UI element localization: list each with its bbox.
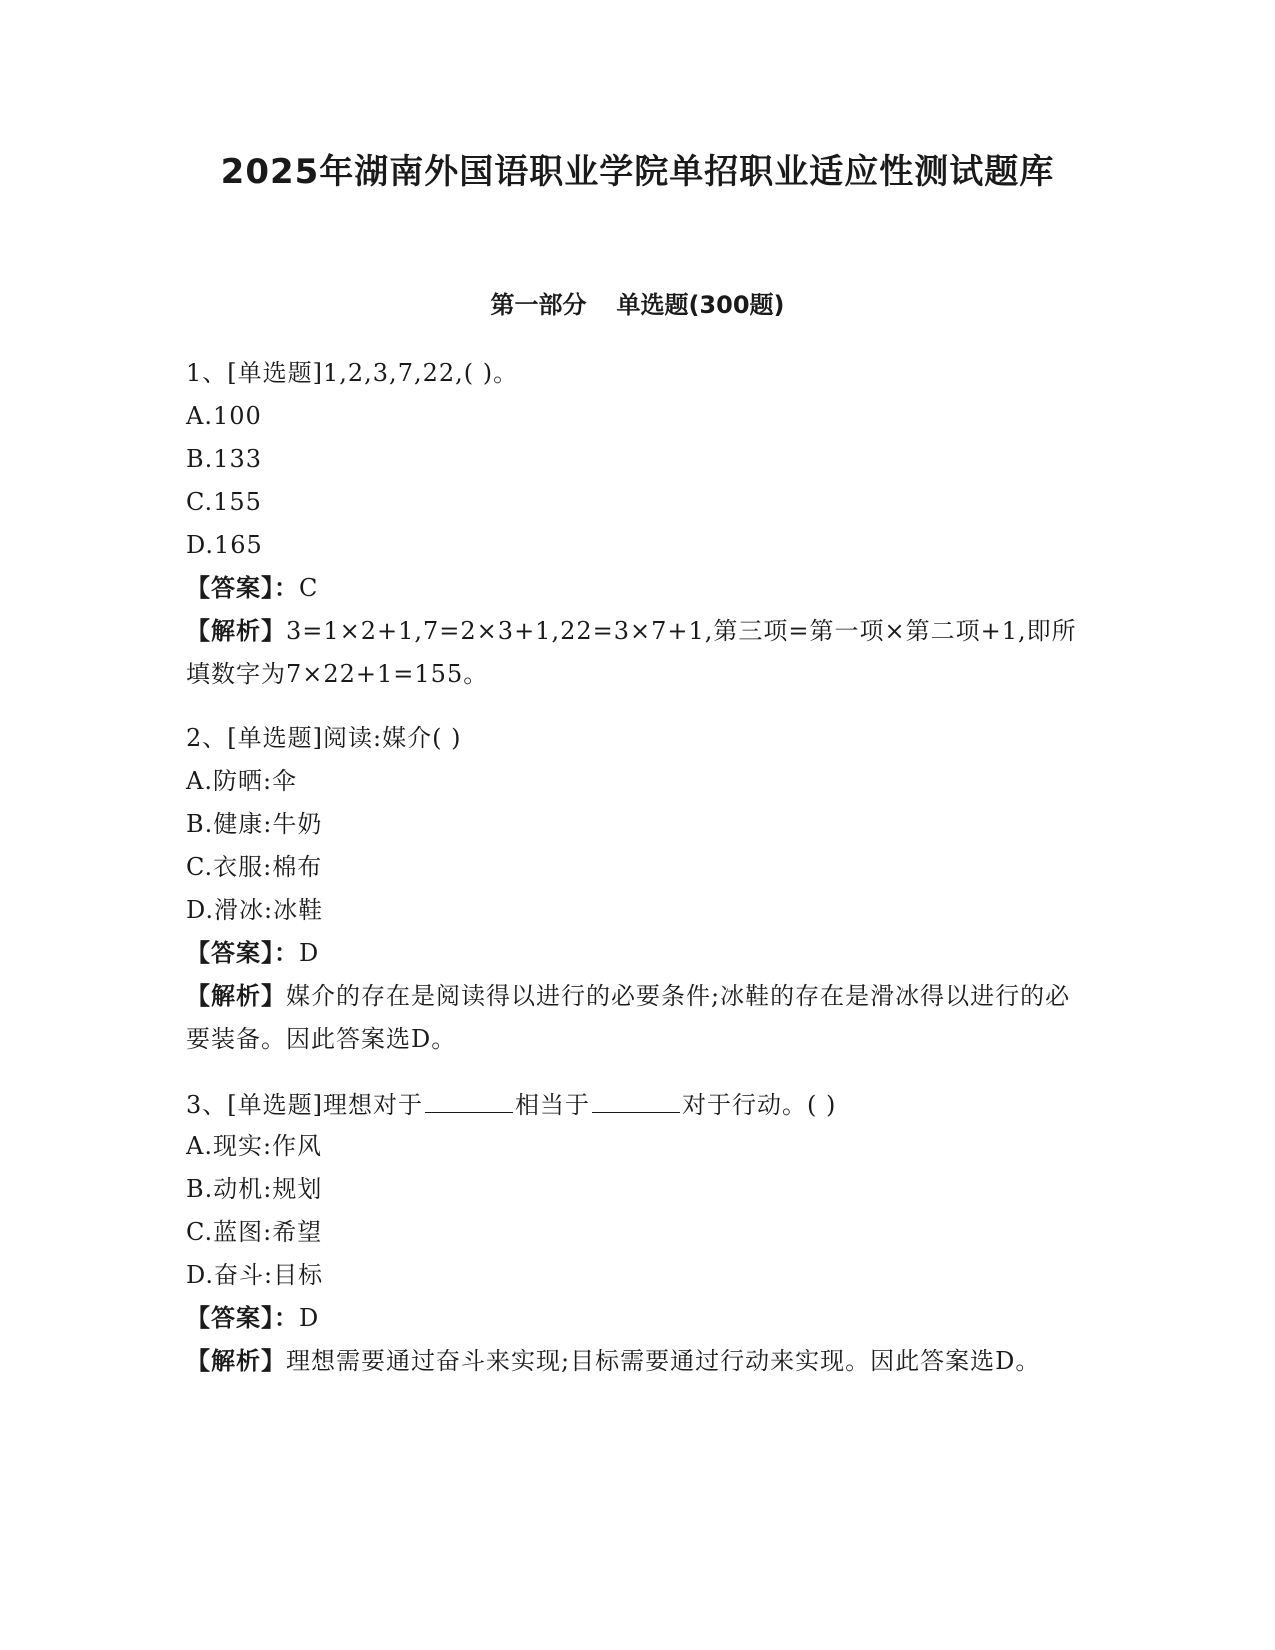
answer-line <box>186 1297 1086 1340</box>
answer-value: D <box>299 1304 320 1332</box>
answer-line <box>186 567 1086 610</box>
question-2 <box>186 717 1086 1061</box>
question-prompt: 2、[单选题]阅读:媒介( ) <box>186 724 462 752</box>
analysis-line <box>186 610 1086 696</box>
fill-blank-2 <box>592 1082 680 1113</box>
answer-line <box>186 932 1086 975</box>
question-1 <box>186 352 1086 696</box>
answer-separator: ： <box>274 939 299 967</box>
question-prompt <box>186 1082 1086 1125</box>
prompt-part-c: 对于行动。( ) <box>682 1091 837 1119</box>
option-d: D.滑冰:冰鞋 <box>186 896 324 924</box>
analysis-line <box>186 975 1086 1061</box>
option-a: A.防晒:伞 <box>186 767 298 795</box>
prompt-part-a: 3、[单选题]理想对于 <box>186 1091 423 1119</box>
section-heading <box>0 289 1275 321</box>
prompt-part-b: 相当于 <box>515 1091 590 1119</box>
answer-label: 【答案】 <box>186 574 274 602</box>
analysis-label: 【解析】 <box>186 1347 286 1375</box>
option-d: D.奋斗:目标 <box>186 1261 324 1289</box>
analysis-label: 【解析】 <box>186 617 286 645</box>
section-part: 第一部分 <box>490 291 587 319</box>
answer-separator: ： <box>274 1304 299 1332</box>
section-name: 单选题(300题) <box>616 291 785 319</box>
analysis-label: 【解析】 <box>186 982 286 1010</box>
option-c: C.蓝图:希望 <box>186 1218 323 1246</box>
analysis-text: 理想需要通过奋斗来实现;目标需要通过行动来实现。因此答案选D。 <box>286 1347 1041 1375</box>
analysis-text: 3=1×2+1,7=2×3+1,22=3×7+1,第三项=第一项×第二项+1,即所填数字为7×22+1=155。 <box>186 617 1077 688</box>
fill-blank-1 <box>425 1082 513 1113</box>
option-b: B.健康:牛奶 <box>186 810 323 838</box>
option-a: A.现实:作风 <box>186 1132 323 1160</box>
analysis-text: 媒介的存在是阅读得以进行的必要条件;冰鞋的存在是滑冰得以进行的必要装备。因此答案选D。 <box>186 982 1071 1053</box>
answer-separator: ： <box>274 574 299 602</box>
question-prompt: 1、[单选题]1,2,3,7,22,( )。 <box>186 359 519 387</box>
option-b: B.133 <box>186 445 263 473</box>
answer-value: C <box>299 574 319 602</box>
option-c: C.155 <box>186 488 262 516</box>
answer-label: 【答案】 <box>186 1304 274 1332</box>
option-d: D.165 <box>186 531 263 559</box>
option-a: A.100 <box>186 402 262 430</box>
option-c: C.衣服:棉布 <box>186 853 323 881</box>
option-b: B.动机:规划 <box>186 1175 323 1203</box>
document-title: 2025年湖南外国语职业学院单招职业适应性测试题库 <box>220 152 1055 192</box>
analysis-line <box>186 1340 1086 1383</box>
answer-value: D <box>299 939 320 967</box>
question-3 <box>186 1082 1086 1383</box>
answer-label: 【答案】 <box>186 939 274 967</box>
